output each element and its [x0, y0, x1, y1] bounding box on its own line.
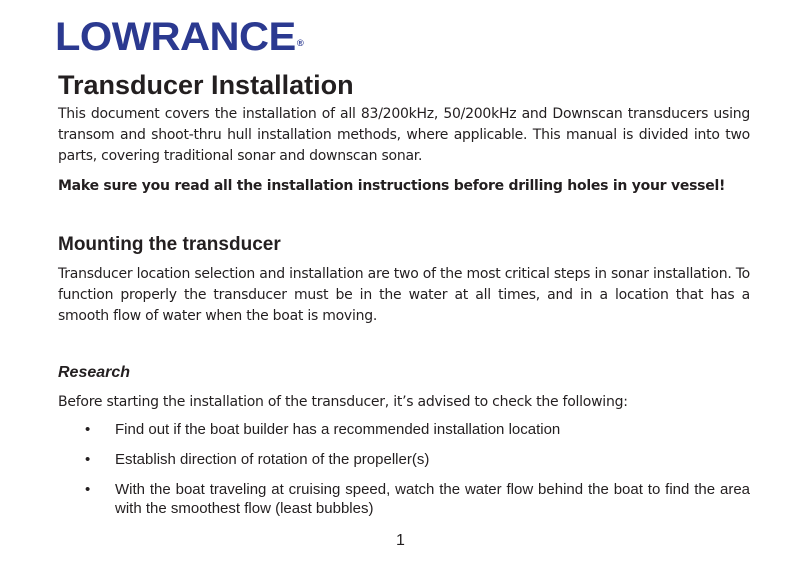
- lowrance-logo: [55, 14, 303, 60]
- research-checklist: [58, 420, 750, 529]
- brand-name: LOWRANCE: [55, 15, 296, 59]
- bullet-icon: •: [85, 481, 91, 498]
- intro-paragraph: This document covers the installation of all 83/200kHz, 50/200kHz and Downscan transducers using transom and shoot-thru hull installation methods, where applicable. This manual is divided into two parts, covering traditional sonar and downscan sonar.: [58, 106, 750, 164]
- research-intro: Before starting the installation of the transducer, it’s advised to check the following:: [58, 394, 628, 410]
- list-item-text: With the boat traveling at cruising speed, watch the water flow behind the boat to find the area with the smoothest flow (least bubbles): [115, 481, 750, 517]
- bullet-icon: •: [85, 451, 91, 468]
- list-item-text: Establish direction of rotation of the propeller(s): [115, 451, 430, 468]
- mounting-heading: Mounting the transducer: [58, 234, 281, 255]
- bullet-icon: •: [85, 421, 91, 438]
- trademark-symbol: ®: [296, 38, 304, 48]
- mounting-paragraph: Transducer location selection and installation are two of the most critical steps in sonar installation. To function properly the transducer must be in the water at all times, and in a location that has a smooth flow of water when the boat is moving.: [58, 266, 750, 324]
- warning-paragraph: Make sure you read all the installation instructions before drilling holes in your vessel!: [58, 178, 726, 194]
- page-title: Transducer Installation: [58, 70, 354, 100]
- page-number: 1: [396, 532, 405, 549]
- list-item: [58, 450, 750, 469]
- list-item: [58, 420, 750, 439]
- research-heading: Research: [58, 364, 131, 381]
- list-item: [58, 480, 750, 518]
- list-item-text: Find out if the boat builder has a recommended installation location: [115, 421, 561, 438]
